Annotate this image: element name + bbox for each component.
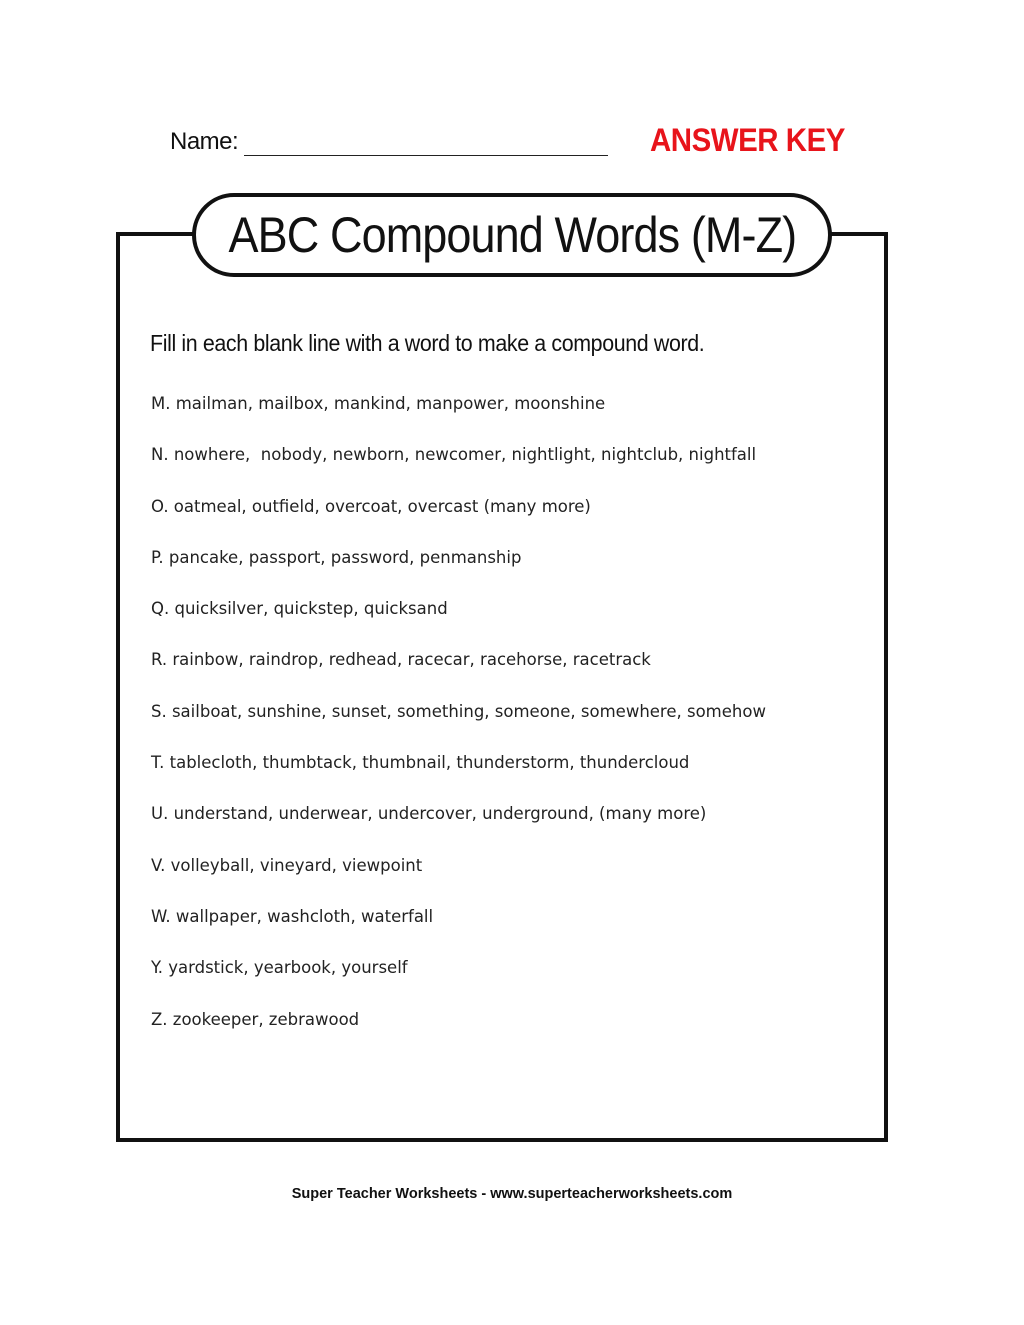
answer-item-u: U. understand, underwear, undercover, underground, (many more) — [151, 804, 707, 824]
answer-item-v: V. volleyball, vineyard, viewpoint — [151, 855, 423, 875]
answer-item-r: R. rainbow, raindrop, redhead, racecar, racehorse, racetrack — [151, 650, 651, 670]
answer-key-label: ANSWER KEY — [650, 122, 845, 158]
answer-list — [151, 390, 766, 1057]
answer-item-m: M. mailman, mailbox, mankind, manpower, moonshine — [151, 394, 606, 413]
answer-item-s: S. sailboat, sunshine, sunset, something, someone, somewhere, somehow — [151, 701, 766, 721]
instructions: Fill in each blank line with a word to make a compound word. — [150, 330, 705, 356]
answer-item-y: Y. yardstick, yearbook, yourself — [151, 958, 408, 978]
footer-credit: Super Teacher Worksheets - www.superteacherworksheets.com — [291, 1186, 733, 1202]
answer-item-t: T. tablecloth, thumbtack, thumbnail, thunderstorm, thundercloud — [151, 753, 690, 773]
answer-item-n: N. nowhere, nobody, newborn, newcomer, nightlight, nightclub, nightfall — [151, 445, 757, 465]
answer-item-p: P. pancake, passport, password, penmanship — [151, 547, 522, 567]
name-line — [244, 155, 608, 156]
page-title: ABC Compound Words (M-Z) — [228, 207, 796, 263]
answer-item-o: O. oatmeal, outfield, overcoat, overcast (many more) — [151, 496, 591, 516]
answer-item-w: W. wallpaper, washcloth, waterfall — [151, 906, 434, 926]
name-label: Name: — [170, 128, 239, 155]
answer-item-q: Q. quicksilver, quickstep, quicksand — [151, 599, 448, 619]
title-banner — [192, 193, 832, 277]
answer-item-z: Z. zookeeper, zebrawood — [151, 1009, 360, 1029]
